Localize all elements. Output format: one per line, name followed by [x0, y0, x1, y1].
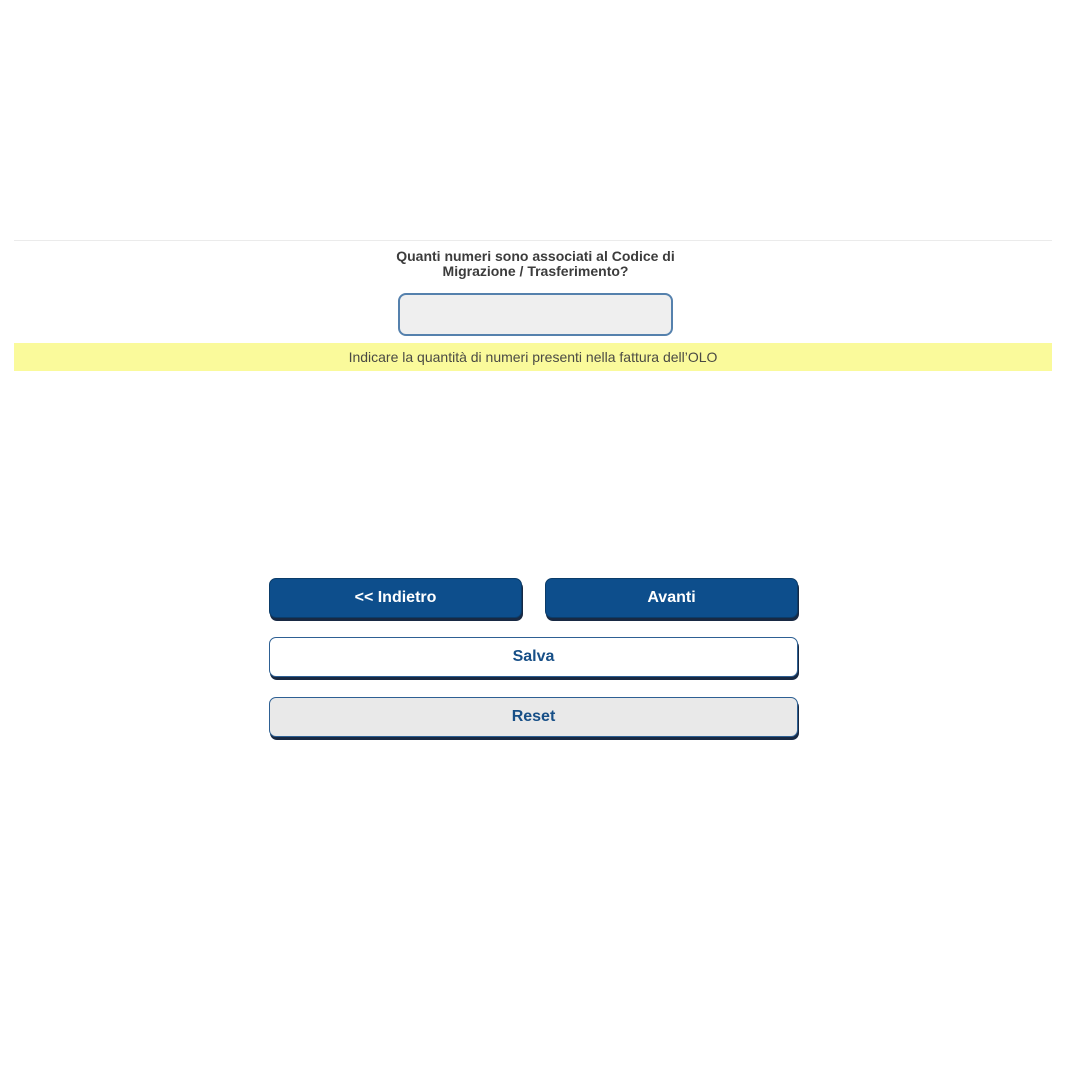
- next-button[interactable]: Avanti: [545, 578, 798, 618]
- help-bar: [14, 343, 1052, 371]
- section-divider: [14, 240, 1052, 241]
- help-text: Indicare la quantità di numeri presenti nella fattura dell’OLO: [348, 349, 718, 365]
- save-button[interactable]: Salva: [269, 637, 798, 677]
- back-button[interactable]: << Indietro: [269, 578, 522, 618]
- quantity-input[interactable]: [398, 293, 673, 336]
- question-label: Quanti numeri sono associati al Codice di Migrazione / Trasferimento?: [396, 248, 675, 279]
- reset-button[interactable]: Reset: [269, 697, 798, 737]
